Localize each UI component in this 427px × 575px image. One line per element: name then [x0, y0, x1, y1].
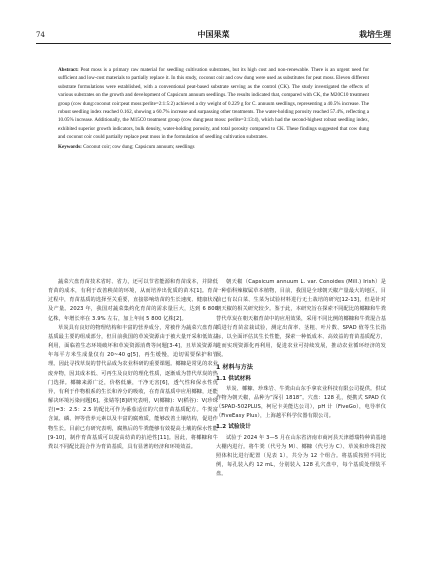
running-header	[36, 26, 391, 42]
header-rule	[36, 43, 391, 44]
section-name: 栽培生理	[359, 29, 391, 39]
right-column	[216, 278, 386, 479]
section-heading-materials: 1 材料与方法	[216, 364, 253, 372]
keywords	[58, 143, 369, 151]
abstract-label: Abstract:	[58, 67, 79, 73]
journal-title: 中国果菜	[197, 29, 230, 39]
subsection-heading-materials: 1.1 供试材料	[216, 375, 252, 382]
design-paragraph: 试验于 2024 年 3—5 月在山东省济南市商河县天津德瑞特种苗基地大棚内进行。将牛粪（代号为 M）、椰糠（代号为 C）、草炭和珍珠岩按照体积比进行配置（见表 1），共分为 12 个组合。将基质按照不同比例，每孔装入约 12 mL，分别装入 128 孔穴盘中，每个基质处理装平盘。	[216, 434, 386, 478]
intro-paragraph-2: 草炭具有良好的物理结构和丰富的营养成分，常被作为蔬菜穴盘育苗基质最主要的组成部分，但目前我国的草炭资源由于被大量开采和低效益利用，面临着生态环境破坏和草炭资源消费等问题[3-4]，且草炭资源每年每平方米生成量仅有 20~40 g[5]，再生缓慢，迫切需要保护和管理。因此寻找草炭的替代品成为农业科研的重要课题。椰糠是常见的农业废弃物，因其成本低、可再生及良好的理化性质，逐渐成为替代草炭的热门选择。椰糠来源广泛，价格低廉，干净无害[6]，透气性和保水性优异，有利于作物根系的生长和养分的吸收，在育苗基质中应用椰糠，还能解决环境污染问题[6]。张婧等[8]研究表明，V(椰糠)：V(稻谷)：V(珍珠岩)=3：2.5：2.5 的配比可作为番茄适宜的穴盘育苗基质配方。牛粪富含氮、磷、钾等营养元素以及丰富的腐殖质，能够改善土壤结构，促进作物生长。目前已有研究表明，腐熟后的牛粪能够有效提高土壤的保水性能[9-10]，制作育苗基质可以提高幼苗的抗逆性[11]。因此，将椰糠和牛粪以不同配比混合作为育苗基质，具有显著的经济和环境效益。	[48, 324, 218, 450]
left-column	[48, 278, 218, 452]
page-number: 74	[36, 31, 45, 39]
keywords-label: Keywords:	[58, 143, 82, 150]
subsection-heading-design: 1.2 试验设计	[216, 424, 252, 431]
keywords-text: Coconut coir; cow dung; Capsicum annuum; seedlings	[83, 143, 195, 150]
intro-paragraph-1: 蔬菜穴盘育苗技术省时、省力，还可以节省能源和育苗成本，并降低育苗的成本，有利于改善秧苗的环境，从而培养出优质的苗木[1]。育苗过程中，育苗基质的选择至关重要，直接影响幼苗的生长速度、健康状况及产量。2023 年，我国对蔬菜集约化育苗的需求量巨大，达到 6 800 亿株，年增长率在 3.9% 左右，加上年间 5 800 亿株[2]。	[48, 279, 218, 322]
abstract	[58, 66, 369, 151]
abstract-text: Peat moss is a primary raw material for seedling cultivation substrates, but its high cost and non-renewable. There is an urgent need for sufficient and low-cost materials to partially replace it. In this study, coconut coir and cow dung were used as substitutes for peat moss. Eleven different substrate formulations were established, with a conventional peat-based substrate serving as the control (CK). The study investigated the effects of various substrates on the growth and development of Capsicum annuum seedlings. The results indicated that, compared with CK, the M20C10 treatment group (cow dung:coconut coir:peat moss:perlite=2:1:5:2) achieved a dry weight of 0.229 g for C. annuum seedlings, representing a 40.5% increase. The robust seedling index reached 0.162, showing a 60.7% increase and surpassing other treatments. The water-holding porosity reached 57.4%, reflecting a 10.05% increase. Additionally, the M15C0 treatment group (cow dung:peat moss: perlite=3:13:4), which had the second-highest robust seedling index, exhibited superior growth indicators, bulk density, water-holding porosity, and total porosity compared to CK. These findings suggested that cow dung and coconut coir could partially replace peat moss in the formulation of seedling cultivation substrates.	[58, 67, 369, 141]
materials-paragraph: 草炭、椰糠、珍珠岩、牛粪由山东手拿农业科技有限公司提供。供试作物为朝天椒，品种为“深引 1818”。穴盘：128 孔，便携式 SPAD 仪（SPAD-502PLUS，柯尼卡美能达公司），pH 计（FiveGo），电导率仪（FiveEasy Plus），上海越平科学仪器有限公司。	[216, 385, 386, 420]
intro-paragraph-3: 朝天椒（Capsicum annuum L. var. Conoides (Mill.) Irish）是一种茄科辣椒属草本植物，目前，我国是全球朝天椒产量最大的地区，目前已有以白菜、生菜为试验材料进行无土栽培的研究[12-13]，但是针对朝天椒的相关研究较少。鉴于此，本研究旨在探索不同配比的椰糠和牛粪替代草炭在朝天椒育苗中的应用效果，采用不同比例的椰糠和牛粪混合基质进行育苗盆栽试验，测定出苗率、茎粗、叶片数、SPAD 值等生长指标，以全面评估其生长性能，探索一种低成本、高效益的育苗基质配方，进而实现资源化再利用，促进农业可持续发展，推动农业循环经济的发展。	[216, 279, 386, 359]
